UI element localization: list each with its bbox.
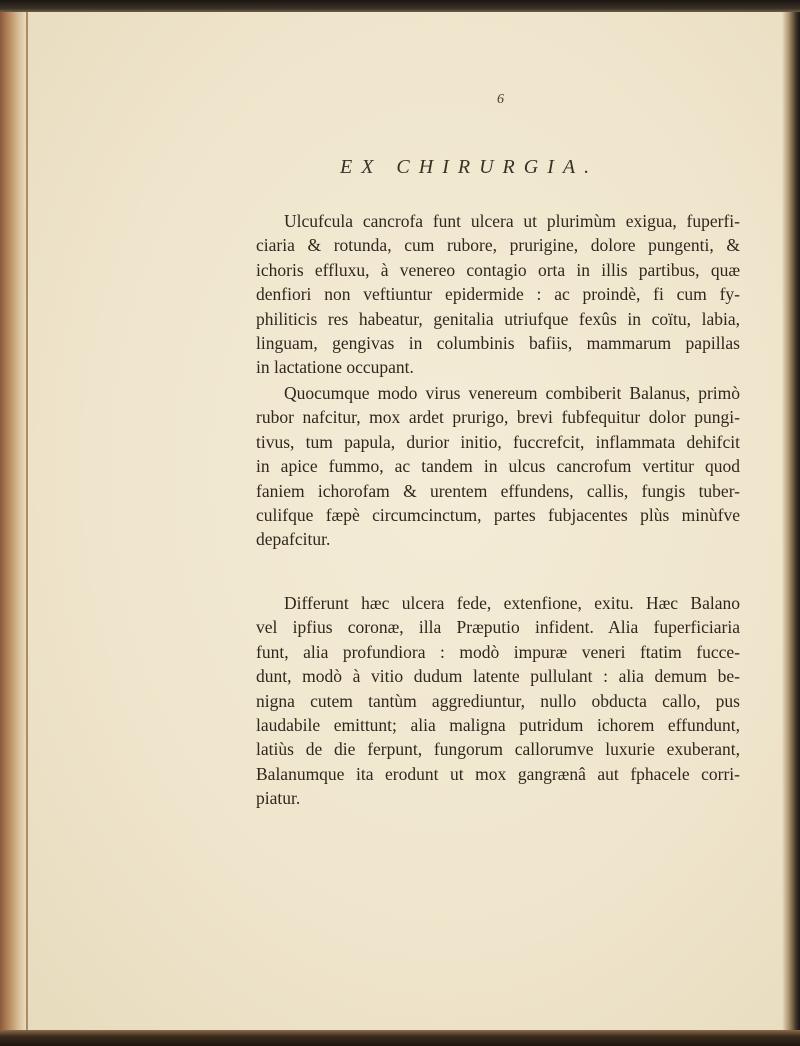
paragraph-line: Ulcufcula cancrofa funt ulcera ut plurimùm exigua, fuperfi- (284, 211, 740, 231)
paragraph-line: rubor nafcitur, mox ardet prurigo, brevi fubfequitur dolor pungi- (256, 407, 740, 428)
paragraph-line: ichoris effluxu, à venereo contagio orta in illis partibus, quæ (256, 259, 740, 280)
section-heading: EX CHIRURGIA. (340, 156, 599, 178)
paragraph-1 (256, 209, 740, 380)
paragraph-line: latiùs de die ferpunt, fungorum callorumve luxurie exuberant, (256, 739, 740, 760)
paragraph-line: philiticis res habeatur, genitalia utriufque fexûs in coïtu, labia, (256, 308, 740, 329)
paragraph-line: depafcitur. (256, 529, 331, 550)
paragraph-line: culifque fæpè circumcinctum, partes fubjacentes plùs minùfve (256, 505, 740, 526)
page-right-edge (782, 0, 800, 1046)
paragraph-line: in apice fummo, ac tandem in ulcus cancrofum vertitur quod (256, 456, 740, 477)
paragraph-line: linguam, gengivas in columbinis bafiis, mammarum papillas (256, 333, 740, 354)
paragraph-line: denfiori non veftiuntur epidermide : ac proindè, fi cum fy- (256, 284, 740, 305)
paragraph-line: tivus, tum papula, durior initio, fuccrefcit, inflammata dehifcit (256, 431, 740, 452)
scan-bottom-edge (0, 1030, 800, 1046)
paragraph-2 (256, 381, 740, 552)
paragraph-line: piatur. (256, 788, 301, 809)
paragraph-line: ciaria & rotunda, cum rubore, prurigine, dolore pungenti, & (256, 235, 740, 256)
paragraph-line: Quocumque modo virus venereum combiberit Balanus, primò (284, 383, 740, 403)
paragraph-3 (256, 591, 740, 811)
gutter-line (26, 12, 28, 1030)
paragraph-line: vel ipfius coronæ, illa Præputio infident. Alia fuperficiaria (256, 617, 740, 638)
page-number: 6 (497, 92, 504, 107)
paragraph-line: Balanumque ita erodunt ut mox gangrænâ aut fphacele corri- (256, 763, 740, 784)
paragraph-line: Differunt hæc ulcera fede, extenfione, exitu. Hæc Balano (284, 593, 740, 613)
paragraph-line: in lactatione occupant. (256, 357, 414, 378)
paragraph-line: nigna cutem tantùm aggrediuntur, nullo obducta callo, pus (256, 690, 740, 711)
paragraph-line: dunt, modò à vitio dudum latente pullulant : alia demum be- (256, 666, 740, 687)
paragraph-line: funt, alia profundiora : modò impuræ veneri ftatim fucce- (256, 641, 740, 662)
paragraph-line: laudabile emittunt; alia maligna putridum ichorem effundunt, (256, 715, 740, 736)
book-binding (0, 0, 26, 1046)
scan-top-edge (0, 0, 800, 12)
paragraph-line: faniem ichorofam & urentem effundens, callis, fungis tuber- (256, 480, 740, 501)
